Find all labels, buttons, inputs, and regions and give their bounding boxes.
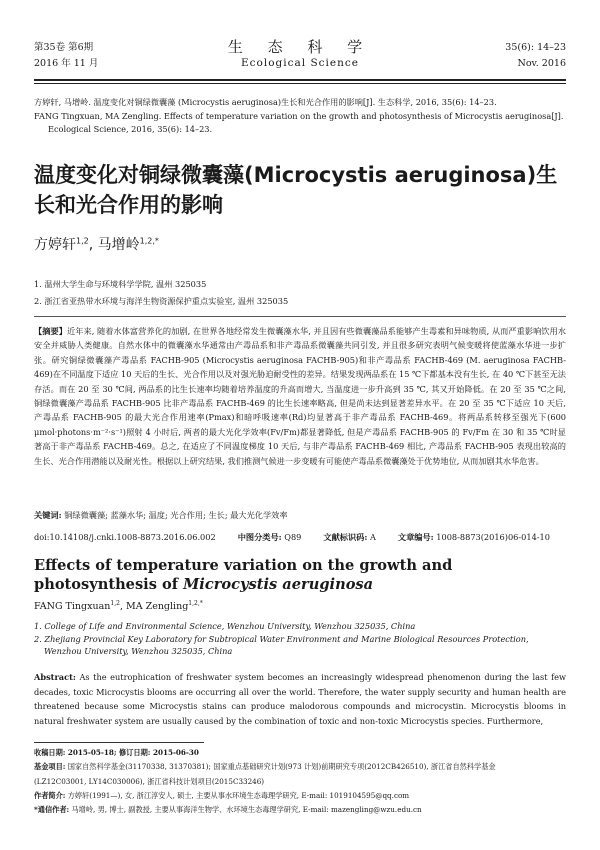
citation-en-line2: Ecological Science, 2016, 35(6): 14–23.	[48, 124, 213, 134]
author-affil-mark: 1,2	[76, 236, 89, 246]
abstract-cn	[34, 324, 566, 468]
classification-line	[34, 530, 566, 544]
affiliation-item: 1. 温州大学生命与环境科学学院, 温州 325035	[34, 279, 207, 289]
corr-author-info: 马增岭, 男, 博士, 副教授, 主要从事海洋生物学、水环境生态毒理学研究, E-mail: mazengling@wzu.edu.cn	[71, 805, 422, 815]
fund-label: 基金项目:	[34, 762, 66, 772]
article-number	[398, 530, 550, 544]
doi[interactable]: doi:10.14108/j.cnki.1008-8873.2016.06.002	[34, 532, 216, 542]
author-affil-mark: 1,2,*	[188, 600, 203, 607]
keywords-cn-label: 关键词:	[34, 510, 62, 520]
author-name-en: MA Zengling	[125, 601, 189, 613]
clc-value: Q89	[284, 532, 302, 542]
document-code	[323, 530, 376, 544]
journal-header	[34, 38, 566, 78]
article-label: 文章编号:	[397, 532, 434, 542]
header-date-en: Nov. 2016	[517, 58, 566, 69]
clc-label: 中图分类号:	[237, 532, 282, 542]
abstract-en	[34, 670, 566, 728]
citation-cn: 方婷轩, 马增岭. 温度变化对铜绿微囊藻 (Microcystis aeruginosa)生长和光合作用的影响[J]. 生态科学, 2016, 35(6): 14–23.	[34, 97, 497, 107]
author-affil-mark: 1,2,*	[139, 236, 159, 246]
fund-text-2: (LZ12C03001, LY14C030006), 浙江省科技计划项目(2015C33246)	[34, 776, 265, 786]
page-range: 35(6): 14–23	[505, 42, 566, 53]
received-date: 收稿日期: 2015-05-18; 修订日期: 2015-06-30	[34, 748, 199, 757]
affiliation-item: 2. 浙江省亚热带水环境与海洋生物资源保护重点实验室, 温州 325035	[34, 296, 289, 306]
title-en-species: Microcystis aeruginosa	[183, 576, 374, 593]
author-name: 马增岭	[97, 237, 140, 253]
corr-author-label: *通信作者:	[34, 805, 70, 815]
author-name-en: FANG Tingxuan	[34, 601, 111, 613]
affiliations-en	[34, 620, 566, 658]
doc-label: 文献标识码:	[323, 532, 368, 542]
journal-name-en: Ecological Science	[241, 57, 359, 69]
keywords-cn-text: 铜绿微囊藻; 蓝藻水华; 温度; 光合作用; 生长; 最大光化学效率	[64, 510, 288, 520]
affiliation-item-en: Wenzhou University, Wenzhou 325035, China	[44, 646, 233, 656]
clc-number	[238, 530, 302, 544]
affiliations-cn	[34, 276, 566, 310]
abstract-cn-text: 近年来, 随着水体富营养化的加剧, 在世界各地经常发生微囊藻水华, 并且因有些微囊藻品系能够产生毒素和异味物质, 从而严重影响饮用水安全并威胁人类健康。自然水体中的微囊藻水华通常由产毒品系和非产毒品系微囊藻共同引发, 并且很多研究表明气候变暖将使蓝藻水华进一步扩张。研究铜绿微囊藻产毒品系 FACHB-905 (Microcystis aeruginosa FACHB-905)和非产毒品系 FACHB-469 (M. aeruginosa FACHB-469)在不同温度下适应 10 天后的生长、光合作用以及对强光胁迫耐受性的差异。结果发现两品系在 15 ℃下都基本没有生长, 在 40 ℃下甚至无法存活。而在 20 至 30 ℃间, 两品系的比生长速率均随着培养温度的升高而增大, 当温度进一步升高到 35 ℃, 其又开始降低。在 20 至 35 ℃之间, 铜绿微囊藻产毒品系 FACHB-905 比非产毒品系 FACHB-469 的比生长速率略高, 但是尚未达到显著差异水平。在 20 至 35 ℃下适应 10 天后, 产毒品系 FACHB-905 的最大光合作用速率(Pmax)和暗呼吸速率(Rd)均显著高于非产毒品系 FACHB-469。将两品系转移至强光下(600 μmol·photons·m⁻²·s⁻¹)照射 4 小时后, 两者的最大光化学效率(Fv/Fm)都显著降低, 但是产毒品系 FACHB-905 的 Fv/Fm 在 30 和 35 ℃时显著高于非产毒品系 FACHB-469。总之, 在适应了不同温度梯度 10 天后, 与非产毒品系 FACHB-469 相比, 产毒品系 FACHB-905 表现出较高的生长、光合作用潜能以及耐光性。根据以上研究结果, 我们推测气候进一步变暖有可能使产毒品系微囊藻处于优势地位, 从而加剧其水华危害。	[34, 326, 566, 466]
header-date-cn: 2016 年 11 月	[34, 58, 99, 69]
title-cn: 温度变化对铜绿微囊藻(Microcystis aeruginosa)生长和光合作用的影响	[34, 163, 558, 217]
keywords-cn	[34, 508, 566, 522]
journal-name-cn: 生 态 科 学	[227, 38, 373, 56]
citation-block	[34, 96, 566, 137]
volume-issue: 第35卷 第6期	[34, 42, 94, 53]
citation-en-line1: FANG Tingxuan, MA Zengling. Effects of temperature variation on the growth and photosynthesis of Microcystis aeruginosa[J].	[34, 110, 564, 121]
header-center	[34, 38, 566, 71]
author-affil-mark: 1,2	[110, 600, 120, 607]
affiliation-item-en: 1. College of Life and Environmental Science, Wenzhou University, Wenzhou 325035, China	[34, 621, 416, 631]
doc-value: A	[369, 532, 376, 542]
title-en-main: Effects of temperature variation on the growth and photosynthesis of	[34, 557, 453, 593]
header-rule-thick	[34, 79, 566, 81]
title-en	[34, 556, 570, 594]
authors-cn: 方婷轩$^{1,2}$, 马增岭$^{1,2,*}$	[34, 236, 159, 253]
abstract-en-label: Abstract:	[34, 672, 76, 682]
author-name: 方婷轩	[34, 237, 76, 253]
affiliation-item-en: 2. Zhejiang Provincial Key Laboratory for Subtropical Water Environment and Marine Biological Resources Protection,	[34, 633, 529, 644]
abstract-en-text: As the eutrophication of freshwater system becomes an increasingly widespread phenomenon during the last few decades, toxic Microcystis blooms are occurring all over the world. Therefore, the water supply security and human health are threatened because some Microcystis stains can produce malodorous compounds and microcystin. Microcystis blooms in natural freshwater system are usually caused by the combination of toxic and non-toxic Microcystis species. Furthermore,	[34, 672, 566, 726]
header-right	[505, 40, 566, 72]
fund-text-1: 国家自然科学基金(31170338, 31370381); 国家重点基础研究计划(973 计划)前期研究专项(2012CB426510), 浙江省自然科学基金	[67, 762, 496, 772]
authors-en: FANG Tingxuan$^{1,2}$, MA Zengling$^{1,2,*}$	[34, 600, 203, 613]
footnote-rule	[34, 742, 204, 743]
article-value: 1008-8873(2016)06-014-10	[436, 532, 550, 542]
header-rule-thin	[34, 83, 566, 84]
first-author-label: 作者简介:	[34, 790, 66, 800]
abstract-cn-label: 【摘要】	[34, 326, 67, 336]
section-divider	[34, 316, 566, 317]
first-author-info: 方婷轩(1991—), 女, 浙江淳安人, 硕士, 主要从事水环境生态毒理学研究, E-mail: 1019104595@qq.com	[67, 790, 410, 800]
footnotes	[34, 746, 566, 817]
